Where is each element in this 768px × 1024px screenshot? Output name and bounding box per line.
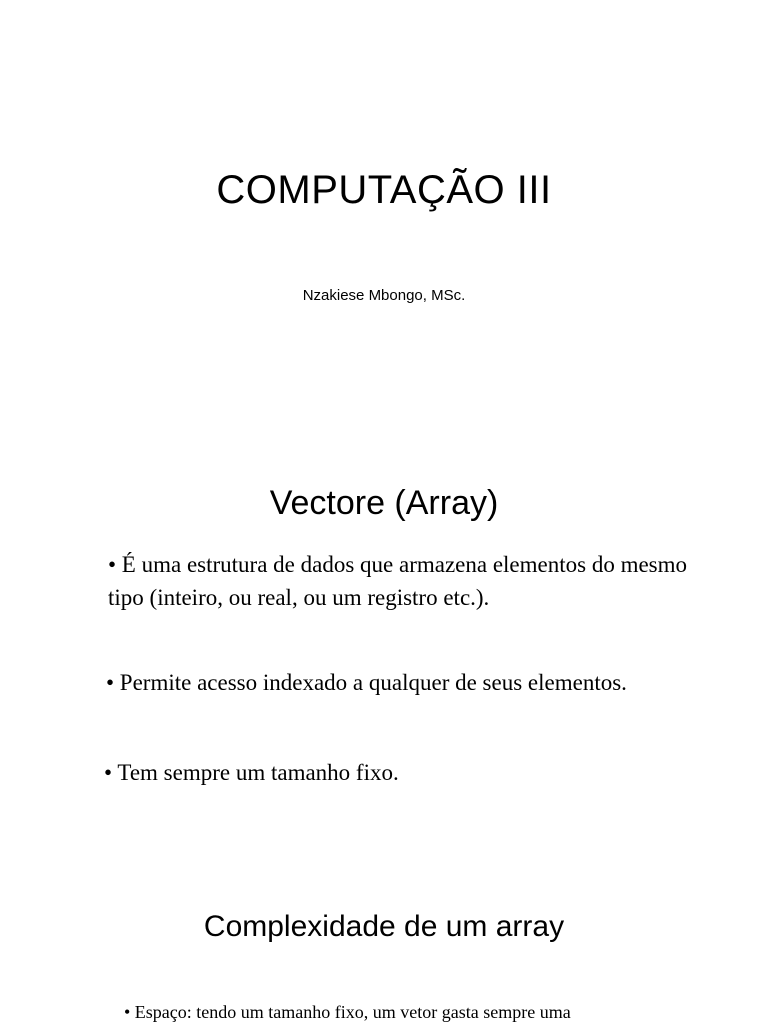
slide-heading-vectore: Vectore (Array) (269, 484, 499, 522)
presentation-title: COMPUTAÇÃO III (216, 168, 552, 212)
slide-heading-complexidade: Complexidade de um array (203, 910, 565, 943)
bullet-indexed-access: • Permite acesso indexado a qualquer de seus elementos. (106, 670, 627, 695)
bullet-fixed-size: • Tem sempre um tamanho fixo. (104, 760, 399, 785)
slide-vectore (0, 400, 768, 860)
slide-title (0, 0, 768, 400)
bullet-definition: • É uma estrutura de dados que armazena elementos do mesmo tipo (inteiro, ou real, ou um registro etc.). (108, 552, 688, 610)
bullet-espaco: • Espaço: tendo um tamanho fixo, um vetor gasta sempre uma (124, 1002, 571, 1022)
author-name: Nzakiese Mbongo, MSc. (302, 287, 466, 304)
slide-complexidade (0, 860, 768, 1024)
